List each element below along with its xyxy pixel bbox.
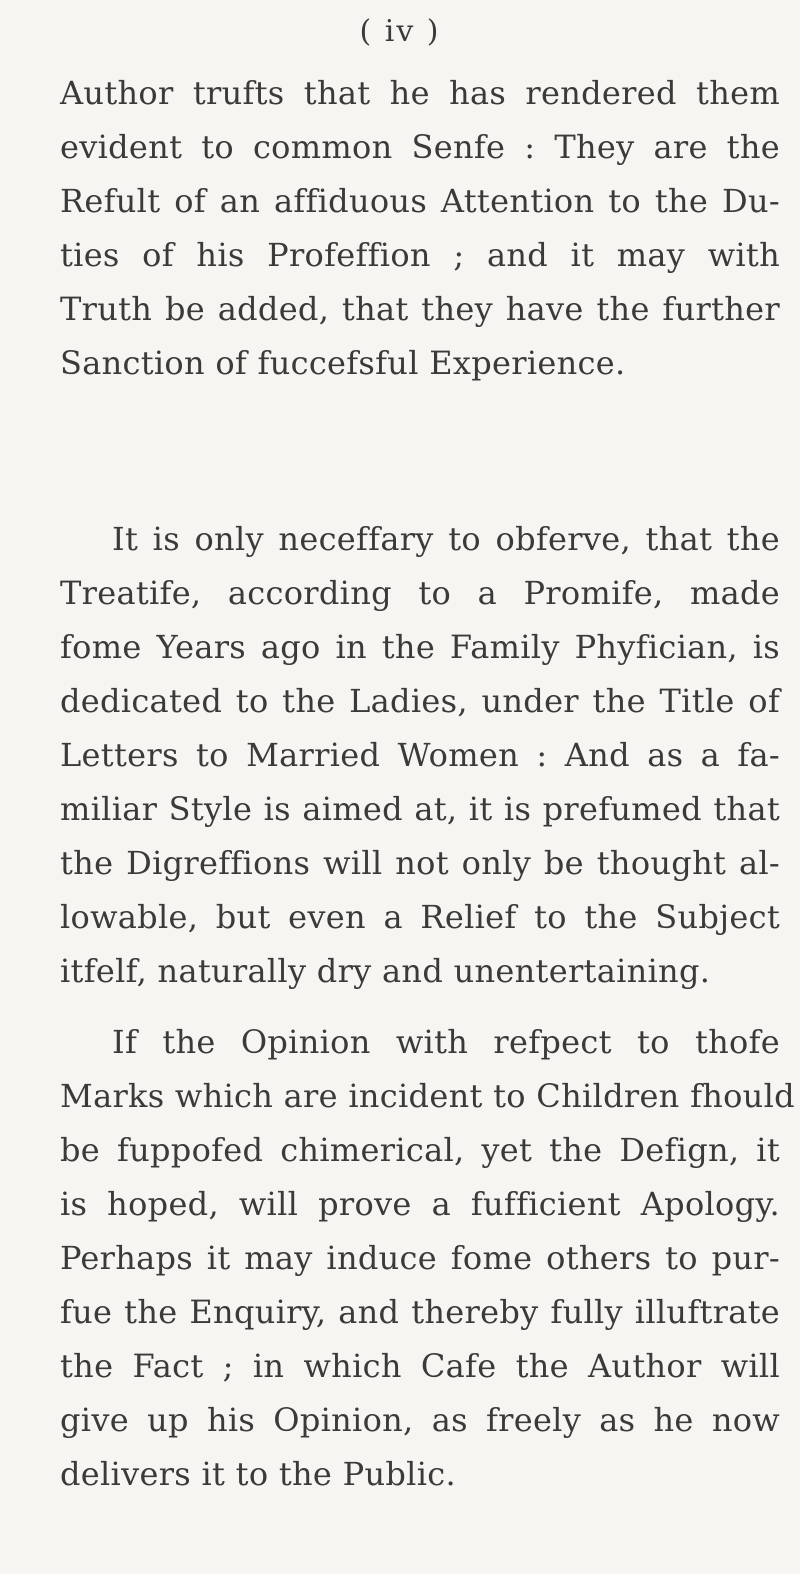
text-line: fome Years ago in the Family Phyfician, is [60, 628, 780, 666]
text-line: fue the Enquiry, and thereby fully illuftrate [60, 1293, 780, 1331]
text-line: Treatife, according to a Promife, made [60, 574, 780, 612]
text-line: Sanction of fuccefsful Experience. [60, 344, 626, 382]
text-line: the Fact ; in which Cafe the Author will [60, 1347, 780, 1385]
text-line: delivers it to the Public. [60, 1455, 456, 1493]
paragraph-3 [60, 1015, 795, 1501]
text-line: If the Opinion with refpect to thofe [112, 1023, 780, 1061]
text-line: lowable, but even a Relief to the Subject [60, 898, 780, 936]
text-line: the Digreffions will not only be thought al- [60, 844, 780, 882]
text-line: miliar Style is aimed at, it is prefumed that [60, 790, 780, 828]
page-number: ( iv ) [359, 14, 441, 49]
text-line: Letters to Married Women : And as a fa- [60, 736, 780, 774]
text-line: Refult of an affiduous Attention to the Du- [60, 182, 780, 220]
text-line: itfelf, naturally dry and unentertaining. [60, 952, 711, 990]
text-line: be fuppofed chimerical, yet the Defign, it [60, 1131, 780, 1169]
paragraph-2 [60, 512, 780, 998]
text-line: dedicated to the Ladies, under the Title of [60, 682, 780, 720]
text-line: It is only neceffary to obferve, that the [112, 520, 780, 558]
text-line: Truth be added, that they have the further [60, 290, 780, 328]
text-line: Author trufts that he has rendered them [60, 74, 780, 112]
text-line: is hoped, will prove a fufficient Apology. [60, 1185, 780, 1223]
text-line: evident to common Senfe : They are the [60, 128, 780, 166]
paragraph-1 [60, 66, 780, 390]
text-line: ties of his Profeffion ; and it may with [60, 236, 780, 274]
text-line: give up his Opinion, as freely as he now [60, 1401, 780, 1439]
text-line: Marks which are incident to Children fhould [60, 1077, 795, 1115]
text-line: Perhaps it may induce fome others to pur- [60, 1239, 780, 1277]
